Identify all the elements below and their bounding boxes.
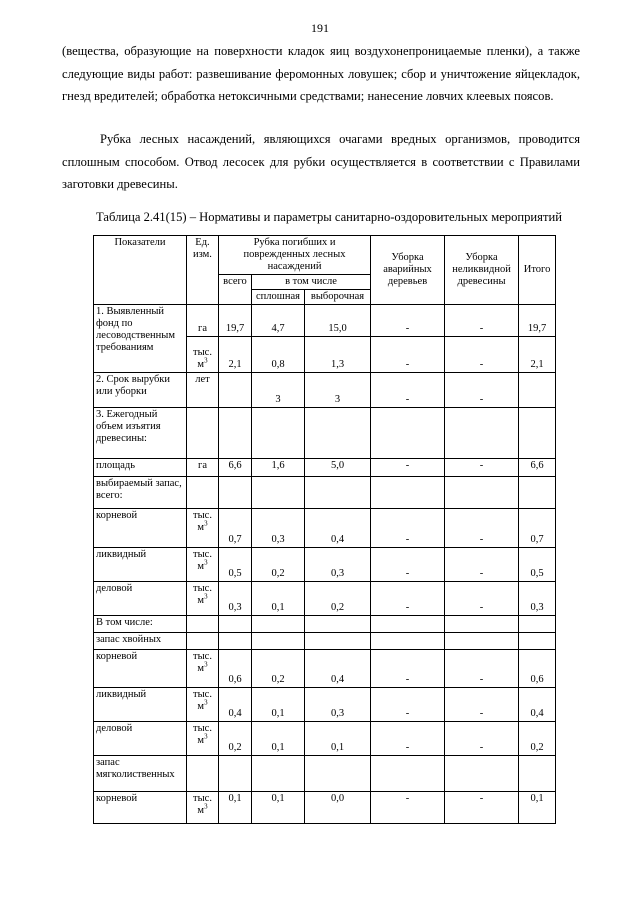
cell-value: 0,1 <box>252 722 305 756</box>
header-clear-cut: сплошная <box>252 290 305 305</box>
empty-cell <box>371 408 445 459</box>
table-header-row <box>94 236 556 275</box>
unit-superscript: 3 <box>204 592 208 601</box>
table-row <box>94 509 556 548</box>
empty-cell <box>445 633 519 650</box>
empty-cell <box>519 616 556 633</box>
table-row <box>94 650 556 688</box>
cell-value: 0,2 <box>219 722 252 756</box>
table-row <box>94 477 556 509</box>
cell-value: - <box>445 688 519 722</box>
empty-cell <box>519 633 556 650</box>
empty-cell <box>252 616 305 633</box>
cell-value: - <box>371 688 445 722</box>
cell-value: 6,6 <box>519 459 556 477</box>
row-label: деловой <box>94 722 187 756</box>
cell-value: - <box>445 373 519 408</box>
cell-value: - <box>445 548 519 582</box>
unit-cell <box>187 722 219 756</box>
unit-superscript: 3 <box>204 558 208 567</box>
table-row <box>94 373 556 408</box>
empty-cell <box>445 616 519 633</box>
empty-cell <box>519 477 556 509</box>
row-label: запас хвойных <box>94 633 187 650</box>
unit-cell: га <box>187 305 219 337</box>
empty-cell <box>187 408 219 459</box>
table-row <box>94 408 556 459</box>
unit-text: тыс. <box>193 689 212 700</box>
cell-value: - <box>371 459 445 477</box>
cell-value: 5,0 <box>305 459 371 477</box>
cell-value: 4,7 <box>252 305 305 337</box>
unit-cell <box>187 509 219 548</box>
table-row <box>94 582 556 616</box>
unit-superscript: 3 <box>204 660 208 669</box>
cell-value: 0,1 <box>252 582 305 616</box>
table-row <box>94 792 556 824</box>
cell-value: 0,1 <box>252 792 305 824</box>
empty-cell <box>187 477 219 509</box>
cell-value: 0,1 <box>252 688 305 722</box>
table-row <box>94 688 556 722</box>
unit-superscript: 3 <box>204 356 208 365</box>
cell-value: - <box>371 650 445 688</box>
sanitary-measures-table <box>93 235 556 824</box>
cell-value: - <box>445 792 519 824</box>
cell-value: - <box>371 582 445 616</box>
unit-text: тыс. <box>193 723 212 734</box>
cell-value: 0,1 <box>219 792 252 824</box>
unit-text: м <box>197 522 205 533</box>
cell-value: 1,3 <box>305 337 371 373</box>
unit-text: тыс. <box>193 651 212 662</box>
cell-value: 1,6 <box>252 459 305 477</box>
cell-value: 0,2 <box>305 582 371 616</box>
cell-value: 15,0 <box>305 305 371 337</box>
empty-cell <box>445 756 519 792</box>
unit-text: м <box>197 595 205 606</box>
cell-value: 2,1 <box>519 337 556 373</box>
empty-cell <box>187 616 219 633</box>
row-label: корневой <box>94 792 187 824</box>
row-label: выбираемый запас, всего: <box>94 477 187 509</box>
empty-cell <box>252 756 305 792</box>
cell-value: - <box>371 305 445 337</box>
unit-cell <box>187 582 219 616</box>
unit-superscript: 3 <box>204 732 208 741</box>
cell-value: - <box>445 305 519 337</box>
unit-text: тыс. <box>193 347 212 358</box>
cell-value: 0,5 <box>519 548 556 582</box>
row-label: ликвидный <box>94 548 187 582</box>
cell-value: 0,4 <box>219 688 252 722</box>
empty-cell <box>371 633 445 650</box>
cell-value: 0,3 <box>305 688 371 722</box>
unit-cell: га <box>187 459 219 477</box>
unit-text: м <box>197 701 205 712</box>
unit-cell: лет <box>187 373 219 408</box>
header-clearing-nonliquid: Уборка неликвидной древесины <box>445 236 519 305</box>
empty-cell <box>187 756 219 792</box>
unit-superscript: 3 <box>204 519 208 528</box>
table-row <box>94 633 556 650</box>
cell-value: - <box>445 582 519 616</box>
empty-cell <box>219 373 252 408</box>
empty-cell <box>252 633 305 650</box>
cell-value: 0,4 <box>305 509 371 548</box>
header-clearing-damaged: Уборка аварийных деревьев <box>371 236 445 305</box>
cell-value: 2,1 <box>219 337 252 373</box>
empty-cell <box>519 756 556 792</box>
unit-superscript: 3 <box>204 698 208 707</box>
cell-value: - <box>371 548 445 582</box>
cell-value: 19,7 <box>219 305 252 337</box>
table-row <box>94 616 556 633</box>
cell-value: - <box>371 722 445 756</box>
unit-text: тыс. <box>193 793 212 804</box>
empty-cell <box>371 756 445 792</box>
cell-value: 0,2 <box>252 650 305 688</box>
cell-value: - <box>445 509 519 548</box>
unit-cell <box>187 548 219 582</box>
row-label: корневой <box>94 650 187 688</box>
empty-cell <box>219 633 252 650</box>
empty-cell <box>219 477 252 509</box>
table-row <box>94 548 556 582</box>
cell-value: 6,6 <box>219 459 252 477</box>
cell-value: 0,3 <box>252 509 305 548</box>
unit-text: тыс. <box>193 583 212 594</box>
cell-value: 0,8 <box>252 337 305 373</box>
unit-text: тыс. <box>193 549 212 560</box>
empty-cell <box>519 373 556 408</box>
table-caption: Таблица 2.41(15) – Нормативы и параметры санитарно-оздоровительных мероприятий <box>96 210 562 224</box>
cell-value: - <box>445 722 519 756</box>
header-selective: выборочная <box>305 290 371 305</box>
row-label: деловой <box>94 582 187 616</box>
unit-cell <box>187 337 219 373</box>
row-label: 3. Ежегодный объем изъятия древесины: <box>94 408 187 459</box>
cell-value: - <box>371 373 445 408</box>
empty-cell <box>371 616 445 633</box>
empty-cell <box>305 408 371 459</box>
empty-cell <box>445 477 519 509</box>
empty-cell <box>305 756 371 792</box>
cell-value: 0,6 <box>519 650 556 688</box>
cell-value: 0,1 <box>305 722 371 756</box>
empty-cell <box>219 616 252 633</box>
cell-value: 0,5 <box>219 548 252 582</box>
unit-text: м <box>197 805 205 816</box>
cell-value: 0,4 <box>305 650 371 688</box>
row-label: 2. Срок вырубки или уборки <box>94 373 187 408</box>
paragraph-1: (вещества, образующие на поверхности кладок яиц воздухонепроницаемые пленки), а также следующие виды работ: развешивание феромонных ловушек; сбор и уничтожение яйцекладок, гнезд вредителей; обработка нетоксичными средствами; нанесение ловчих клеевых поясов. <box>62 44 580 104</box>
cell-value: - <box>371 337 445 373</box>
table-row <box>94 722 556 756</box>
unit-text: м <box>197 561 205 572</box>
cell-value: 3 <box>305 373 371 408</box>
empty-cell <box>305 633 371 650</box>
empty-cell <box>445 408 519 459</box>
cell-value: 3 <box>252 373 305 408</box>
unit-superscript: 3 <box>204 802 208 811</box>
cell-value: 0,3 <box>519 582 556 616</box>
cell-value: - <box>371 509 445 548</box>
cell-value: - <box>445 459 519 477</box>
header-all: всего <box>219 275 252 305</box>
header-indicator: Показатели <box>94 236 187 305</box>
row-label: запас мягколиственных <box>94 756 187 792</box>
cell-value: 19,7 <box>519 305 556 337</box>
empty-cell <box>305 477 371 509</box>
cell-value: 0,2 <box>252 548 305 582</box>
page-number: 191 <box>311 21 329 35</box>
cell-value: 0,7 <box>219 509 252 548</box>
empty-cell <box>252 477 305 509</box>
unit-cell <box>187 792 219 824</box>
cell-value: 0,3 <box>305 548 371 582</box>
cell-value: 0,4 <box>519 688 556 722</box>
unit-text: тыс. <box>193 510 212 521</box>
empty-cell <box>252 408 305 459</box>
cell-value: 0,1 <box>519 792 556 824</box>
header-including: в том числе <box>252 275 371 290</box>
header-unit: Ед. изм. <box>187 236 219 305</box>
unit-cell <box>187 650 219 688</box>
cell-value: 0,6 <box>219 650 252 688</box>
empty-cell <box>519 408 556 459</box>
header-felling: Рубка погибших и поврежденных лесных насаждений <box>219 236 371 275</box>
empty-cell <box>305 616 371 633</box>
header-total: Итого <box>519 236 556 305</box>
unit-text: м <box>197 663 205 674</box>
unit-text: м <box>197 735 205 746</box>
cell-value: 0,3 <box>219 582 252 616</box>
empty-cell <box>219 408 252 459</box>
table-row <box>94 756 556 792</box>
empty-cell <box>219 756 252 792</box>
cell-value: 0,7 <box>519 509 556 548</box>
paragraph-2: Рубка лесных насаждений, являющихся очагами вредных организмов, проводится сплошным способом. Отвод лесосек для рубки осуществляется в соответствии с Правилами заготовки древесины. <box>62 132 580 192</box>
row-label: корневой <box>94 509 187 548</box>
cell-value: - <box>371 792 445 824</box>
row-label: 1. Выявленный фонд по лесоводственным требованиям <box>94 305 187 373</box>
empty-cell <box>187 633 219 650</box>
unit-cell <box>187 688 219 722</box>
unit-text: м <box>197 359 205 370</box>
table-row <box>94 459 556 477</box>
cell-value: 0,2 <box>519 722 556 756</box>
table-row <box>94 305 556 337</box>
cell-value: 0,0 <box>305 792 371 824</box>
empty-cell <box>371 477 445 509</box>
cell-value: - <box>445 337 519 373</box>
row-label: площадь <box>94 459 187 477</box>
row-label: ликвидный <box>94 688 187 722</box>
row-label: В том числе: <box>94 616 187 633</box>
cell-value: - <box>445 650 519 688</box>
